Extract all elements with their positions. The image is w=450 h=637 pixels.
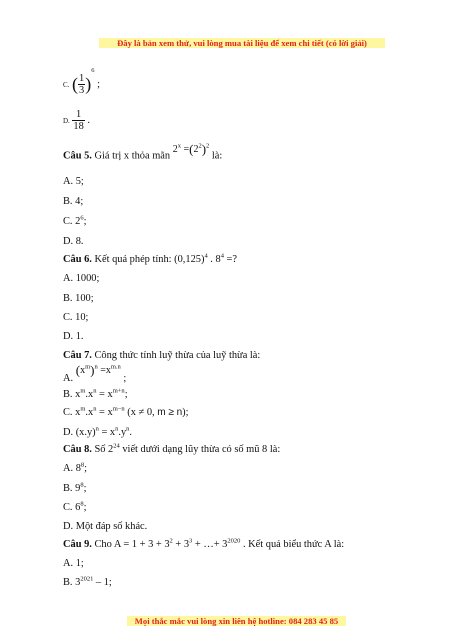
- option-d-prev: D. $\frac{1}{18}$ .: [63, 109, 91, 132]
- fraction: $\frac{1}{18}$: [73, 109, 84, 132]
- q6-option-a: A. 1000;: [63, 273, 100, 284]
- q5-option-b: B. 4;: [63, 196, 84, 207]
- option-c-prev: C. ( $\frac{1}{3}$ )$^6$ ;: [63, 67, 100, 96]
- hotline-banner: Mọi thắc mắc vui lòng xin liên hệ hotline: 084 283 45 85: [127, 616, 346, 626]
- question-7: Câu 7. Công thức tính luỹ thừa của luỹ thừa là:: [63, 350, 261, 361]
- q7-option-c: C. $x^m.x^n = x^{m-n}$ (x ≠ 0, m ≥ n);: [63, 405, 189, 418]
- q9-option-a: A. 1;: [63, 558, 84, 569]
- fraction: $\frac{1}{3}$: [79, 73, 85, 96]
- equation: $2^x =(2^2)^2$: [172, 142, 210, 157]
- question-8: Câu 8. Số $2^{24}$ viết dưới dạng lũy thừa có số mũ 8 là:: [63, 442, 281, 455]
- q8-option-d: D. Một đáp số khác.: [63, 521, 148, 532]
- q5-option-a: A. 5;: [63, 176, 84, 187]
- q6-option-c: C. 10;: [63, 312, 89, 323]
- q7-option-d: D. $(x.y)^n = x^n.y^n$.: [63, 425, 133, 438]
- preview-banner: Đây là bản xem thử, vui lòng mua tài liệu để xem chi tiết (có lời giải): [99, 38, 385, 48]
- formula: $(x^m)^n =x^{m.n}$: [75, 363, 121, 378]
- q5-option-d: D. 8.: [63, 236, 84, 247]
- question-9: Câu 9. Cho $A = 1 + 3 + 3^2 + 3^3$ + …+ $3^{2020}$ . Kết quả biểu thức A là:: [63, 537, 345, 550]
- q8-option-b: B. $9^8$;: [63, 481, 87, 494]
- q6-option-b: B. 100;: [63, 293, 94, 304]
- q7-option-b: B. $x^m.x^n = x^{m+n}$;: [63, 387, 128, 400]
- q8-option-c: C. $6^8$;: [63, 500, 87, 513]
- q6-option-d: D. 1.: [63, 331, 84, 342]
- q7-option-a: A. $(x^m)^n =x^{m.n}$ ;: [63, 363, 127, 385]
- q8-option-a: A. $8^8$;: [63, 461, 88, 474]
- q5-option-c: C. $2^6$;: [63, 214, 87, 227]
- q9-option-b: B. $3^{2021} - 1$;: [63, 575, 112, 588]
- question-5: Câu 5. Giá trị x thỏa mãn $2^x =(2^2)^2$ là:: [63, 142, 223, 162]
- question-6: Câu 6. Kết quả phép tính: $(0,125)^4$ . $8^4$ =?: [63, 252, 238, 265]
